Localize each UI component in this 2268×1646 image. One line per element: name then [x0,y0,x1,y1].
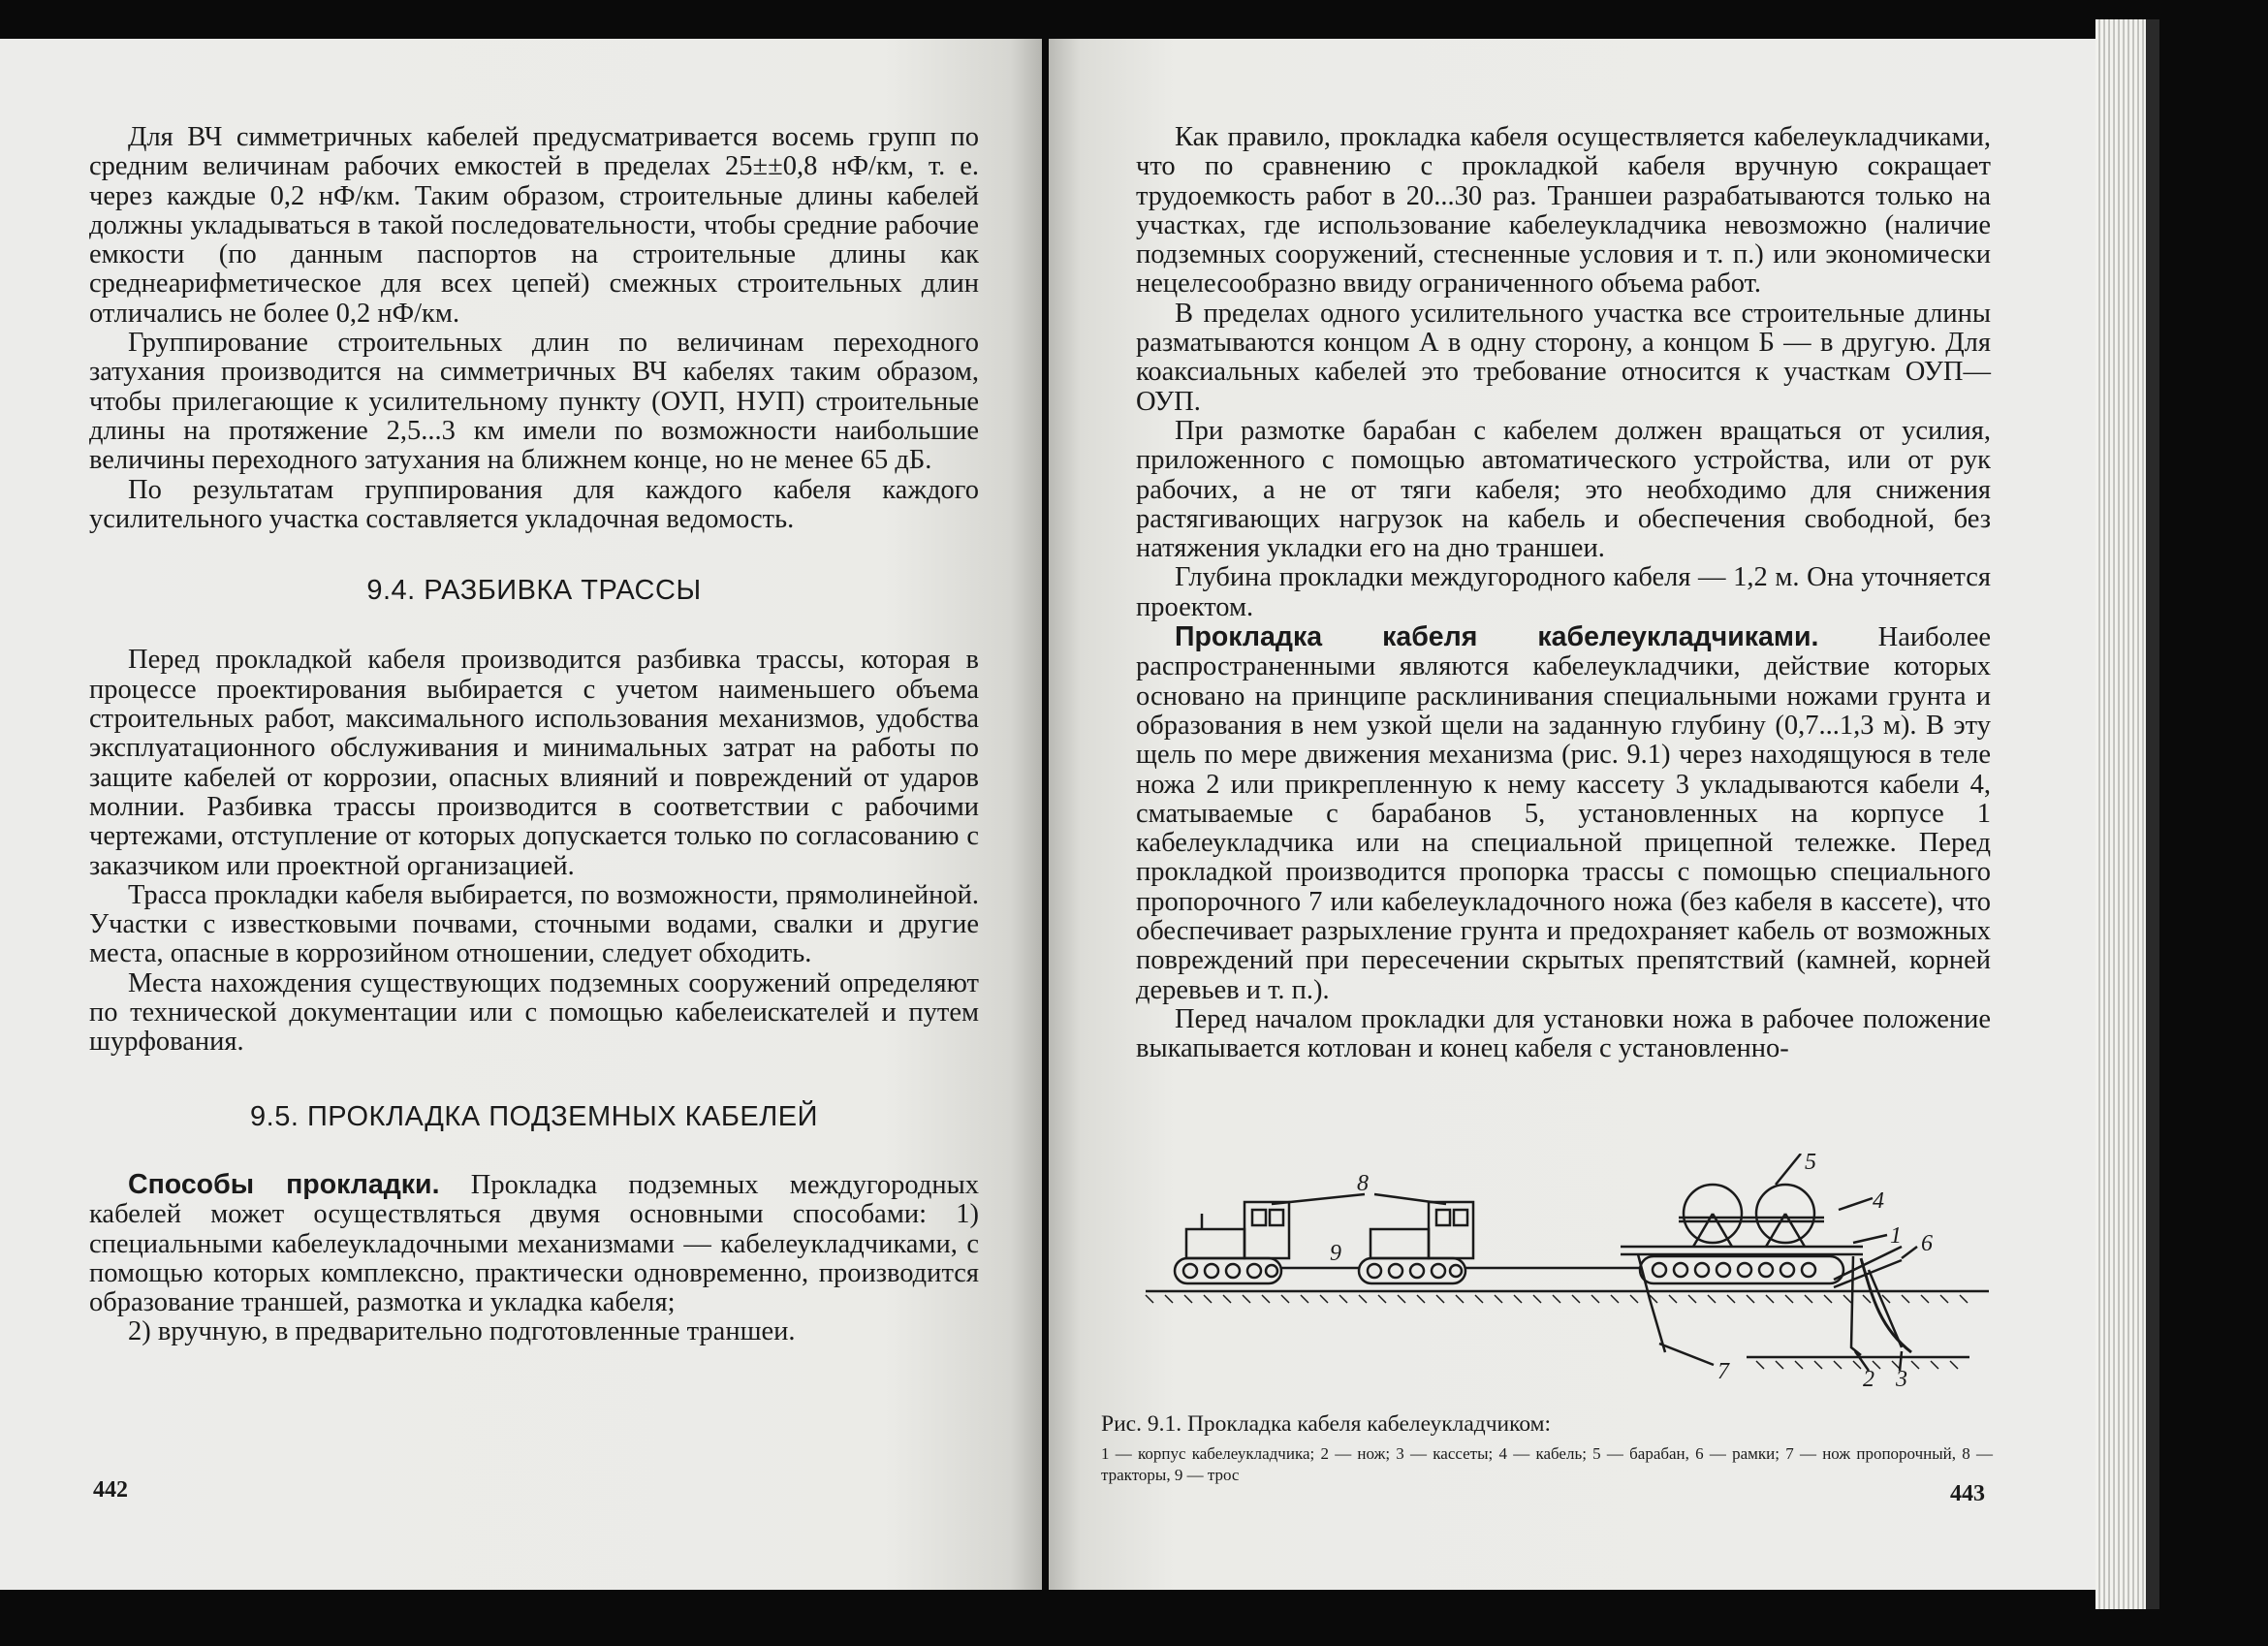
paragraph: Группирование строительных длин по величинам переходного затухания производится на симметричных ВЧ кабелях таким образом, чтобы прилегающие к усилительному пункту (ОУП, НУП) строительные длины на протяжение 2,5...3 км имели по возможности наибольшие величины переходного затухания на ближнем конце, но не менее 65 дБ. [89,328,979,476]
paragraph: В пределах одного усилительного участка все строительные длины разматываются концом А в одну сторону, а концом Б — в другую. Для коаксиальных кабелей это требование относится к участкам ОУП—ОУП. [1136,298,1991,417]
figure-label: 8 [1357,1171,1369,1196]
figure-label: 3 [1896,1367,1907,1386]
paragraph-text: Наиболее распространенными являются кабелеукладчики, действие которых основано на принципе расклинивания специальными ножами грунта и образования в нем узкой щели на заданную глубину (0,7...1,3 м). В эту щель по мере движения механизма (рис. 9.1) через находящуюся в теле ножа 2 или прикрепленную к нему кассету 3 укладываются кабели 4, сматываемые с барабанов 5, установленных на корпусе 1 кабелеукладчика или на специальной прицепной тележке. Перед прокладкой производится пропорка трассы с помощью специального пропорочного 7 или кабелеукладочного ножа (без кабеля в кассете), что обеспечивает разрыхление грунта и предохраняет кабель от возможных повреждений при пересечении скрытых препятствий (камней, корней деревьев и т. п.). [1136,622,1991,1005]
figure-label: 1 [1890,1223,1902,1249]
paragraph [1136,622,1991,1005]
figure-label: 7 [1717,1359,1729,1384]
caption-title: Рис. 9.1. Прокладка кабеля кабелеукладчиком: [1101,1411,1552,1437]
paragraph: 2) вручную, в предварительно подготовленные траншеи. [128,1316,796,1347]
paragraph: При размотке барабан с кабелем должен вращаться от усилия, приложенного с помощью автоматического устройства, или от рук рабочих, а не от тяги кабеля; это необходимо для снижения растягивающих нагрузок на кабель и обеспечения свободной, без натяжения укладки его на дно траншеи. [1136,415,1991,564]
figure-label: 9 [1330,1241,1341,1266]
bold-lead: Прокладка кабеля кабелеукладчиками. [1175,621,1819,653]
figure-label: 6 [1921,1231,1933,1256]
book-cover-edge [2146,19,2159,1609]
cable-laying-figure [1136,1154,2008,1386]
left-text-column [89,123,979,1347]
section-heading: 9.4. РАЗБИВКА ТРАССЫ [366,575,702,607]
paragraph: По результатам группирования для каждого кабеля каждого усилительного участка составляется укладочная ведомость. [89,474,979,534]
section-heading: 9.5. ПРОКЛАДКА ПОДЗЕМНЫХ КАБЕЛЕЙ [250,1100,818,1132]
page-number-left: 442 [93,1477,128,1503]
paragraph: Перед началом прокладки для установки ножа в рабочее положение выкапывается котлован и конец кабеля с установленно- [1136,1003,1991,1064]
paragraph: Как правило, прокладка кабеля осуществляется кабелеукладчиками, что по сравнению с прокладкой кабеля вручную сокращает трудоемкость работ в 20...30 раз. Траншеи разрабатываются только на участках, где использование кабелеукладчика невозможно (наличие подземных сооружений, стесненные условия и т. п.) или экономически нецелесообразно ввиду ограниченного объема работ. [1136,122,1991,300]
page-edges [2095,19,2146,1609]
caption-legend: 1 — корпус кабелеукладчика; 2 — нож; 3 — кассеты; 4 — кабель; 5 — барабан, 6 — рамки; 7 — нож пропорочный, 8 — тракторы, 9 — трос [1101,1444,1993,1484]
paragraph: Места нахождения существующих подземных сооружений определяют по технической документации или с помощью кабелеискателей и путем шурфования. [89,967,979,1058]
paragraph: Для ВЧ симметричных кабелей предусматривается восемь групп по средним величинам рабочих емкостей в пределах 25±±0,8 нФ/км, т. е. через каждые 0,2 нФ/км. Таким образом, строительные длины кабелей должны укладываться в такой последовательности, чтобы средние рабочие емкости (по данным паспортов на строительные длины как среднеарифметическое для всех цепей) смежных строительных длин отличались не более 0,2 нФ/км. [89,122,979,329]
paragraph [89,1170,979,1317]
figure-label: 5 [1805,1154,1816,1175]
page-number-right: 443 [1950,1481,1985,1506]
figure-label: 2 [1863,1367,1874,1386]
bold-lead: Способы прокладки. [128,1168,440,1200]
paragraph: Трасса прокладки кабеля выбирается, по возможности, прямолинейной. Участки с известковыми почвами, сточными водами, свалки и другие места, опасные в коррозийном отношении, следует обходить. [89,879,979,969]
paragraph: Глубина прокладки междугородного кабеля — 1,2 м. Она уточняется проектом. [1136,562,1991,622]
figure-caption [1101,1411,1993,1486]
right-text-column [1136,123,1991,1064]
figure-label: 4 [1873,1188,1884,1214]
paragraph-text: Прокладка подземных междугородных кабелей может осуществляться двумя основными способами: 1) специальными кабелеукладочными механизмами — кабелеукладчиками, с помощью которых комплексно, практически одновременно, производится образование траншей, размотка и укладка кабеля; [89,1169,979,1318]
paragraph: Перед прокладкой кабеля производится разбивка трассы, которая в процессе проектирования выбирается с учетом наименьшего объема строительных работ, максимального использования механизмов, удобства эксплуатационного обслуживания и минимальных затрат на работы по защите кабелей от коррозии, опасных влияний и повреждений от ударов молнии. Разбивка трассы производится в соответствии с рабочими чертежами, отступление от которых допускается только по согласованию с заказчиком или проектной организацией. [89,645,979,881]
